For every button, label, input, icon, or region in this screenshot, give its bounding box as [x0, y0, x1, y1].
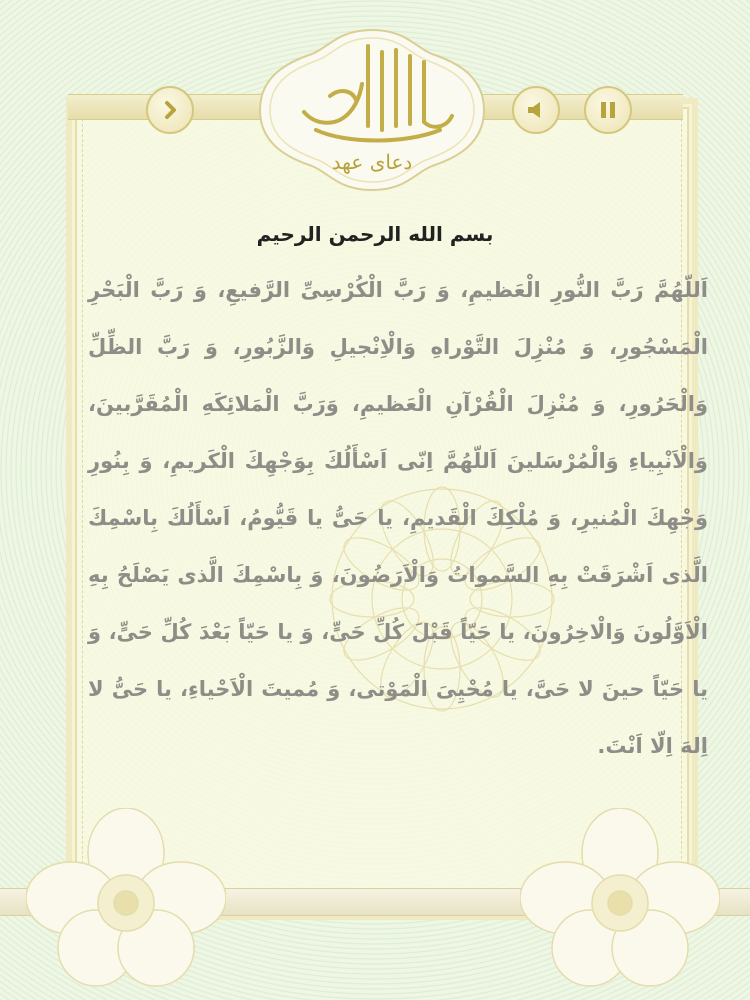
- page-title: بسم الله الرحمن الرحیم: [256, 222, 494, 246]
- pause-icon: [597, 99, 619, 121]
- emblem-title: دعای عهد: [331, 150, 413, 174]
- speaker-icon: [525, 99, 547, 121]
- left-flower-icon: [26, 808, 226, 988]
- pause-button[interactable]: [584, 86, 632, 134]
- prayer-text: اَللّهُمَّ رَبَّ النُّورِ الْعَظیمِ، وَ رَبَّ الْكُرْسِیِّ الرَّفیعِ، وَ رَبَّ الْبَحْرِ الْمَسْجُورِ، وَ مُنْزِلَ التَّوْراهِ وَالْاِنْجیلِ وَالزَّبُورِ، وَ رَبَّ الظِّلِّ وَالْحَرُورِ، وَ مُنْزِلَ الْقُرْآنِ الْعَظیمِ، وَرَبَّ الْمَلائِكَهِ الْمُقَرَّبینَ، وَالْاَنْبِیاءِ وَالْمُرْسَلینَ اَللّهُمَّ اِنّی اَسْأَلُكَ بِوَجْهِكَ الْكَریمِ، وَ بِنُورِ وَجْهِكَ الْمُنیرِ، وَ مُلْكِكَ الْقَدیمِ، یا حَیُّ یا قَیُّومُ، اَسْأَلُكَ بِاسْمِكَ الَّذی اَشْرَقَتْ بِهِ السَّمواتُ وَالْاَرَضُونَ، وَ بِاسْمِكَ الَّذی یَصْلَحُ بِهِ الْاَوَّلُونَ وَالْاخِرُونَ، یا حَیّاً قَبْلَ كُلِّ حَیٍّ، وَ یا حَیّاً بَعْدَ كُلِّ حَیٍّ، وَ یا حَیّاً حینَ لا حَیَّ، یا مُحْیِیَ الْمَوْتی، وَ مُمیتَ الْاَحْیاءِ، یا حَیُّ لا اِلهَ اِلّا اَنْتَ.: [88, 278, 708, 758]
- chevron-right-icon: [160, 100, 180, 120]
- right-flower-icon: [520, 808, 720, 988]
- sound-button[interactable]: [512, 86, 560, 134]
- back-button[interactable]: [146, 86, 194, 134]
